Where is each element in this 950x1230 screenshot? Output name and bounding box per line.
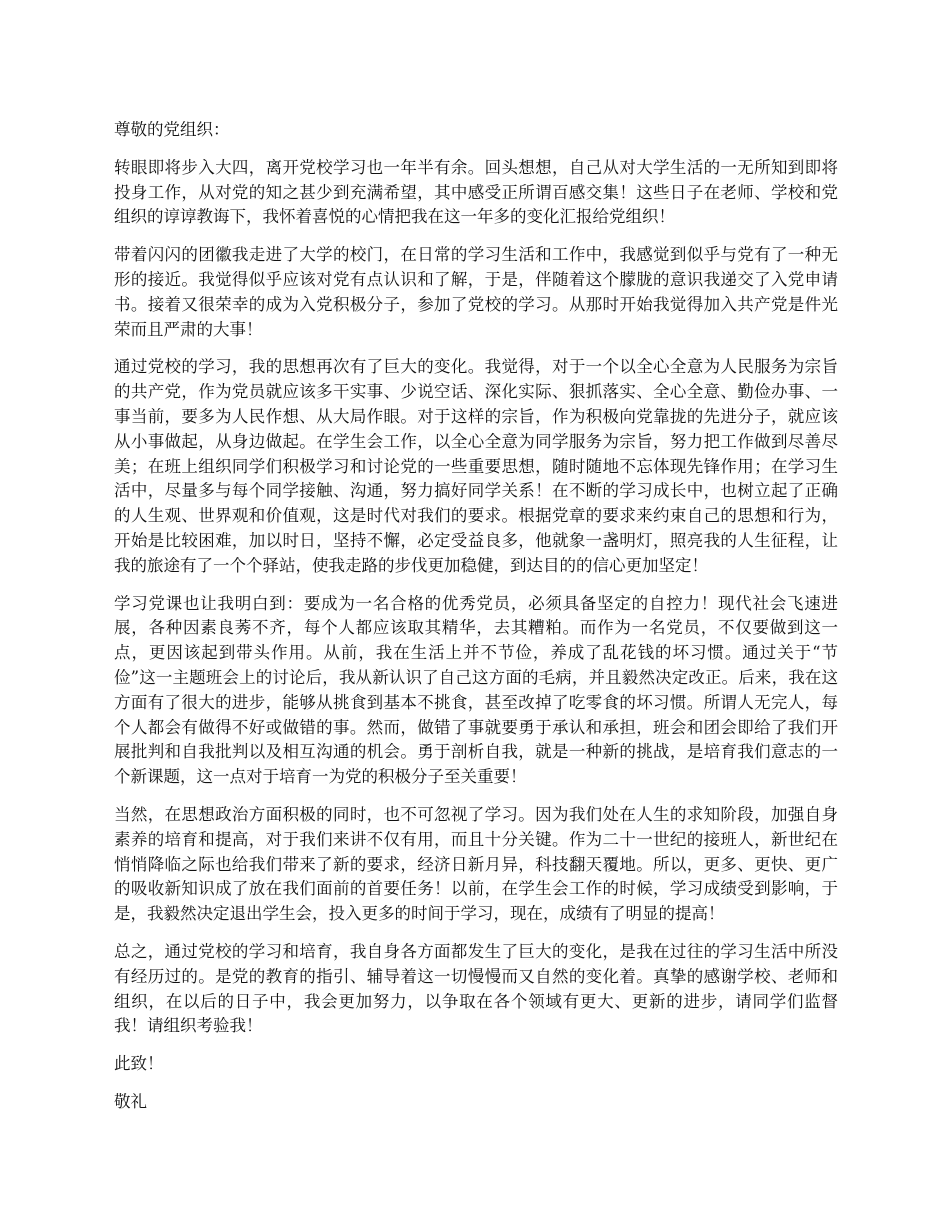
paragraph-6: 总之，通过党校的学习和培育，我自身各方面都发生了巨大的变化，是我在过往的学习生活中所没有经历过的。是党的教育的指引、辅导着这一切慢慢而又自然的变化着。真挚的感谢学校、老师和组织，在以后的日子中，我会更加努力，以争取在各个领域有更大、更新的进步，请同学们监督我！请组织考验我！: [114, 941, 838, 1036]
paragraph-1: 转眼即将步入大四，离开党校学习也一年半有余。回头想想，自己从对大学生活的一无所知到即将投身工作，从对党的知之甚少到充满希望，其中感受正所谓百感交集！这些日子在老师、学校和党组织的谆谆教诲下，我怀着喜悦的心情把我在这一年多的变化汇报给党组织！: [114, 157, 838, 227]
paragraph-4: 学习党课也让我明白到：要成为一名合格的优秀党员，必须具备坚定的自控力！现代社会飞速进展，各种因素良莠不齐，每个人都应该取其精华，去其糟粕。而作为一名党员，不仅要做到这一点，更因该起到带头作用。从前，我在生活上并不节俭，养成了乱花钱的坏习惯。通过关于“节俭”这一主题班会上的讨论后，我从新认识了自己这方面的毛病，并且毅然决定改正。后来，我在这方面有了很大的进步，能够从挑食到基本不挑食，甚至改掉了吃零食的坏习惯。所谓人无完人，每个人都会有做得不好或做错的事。然而，做错了事就要勇于承认和承担，班会和团会即给了我们开展批判和自我批判以及相互沟通的机会。勇于剖析自我，就是一种新的挑战，是培育我们意志的一个新课题，这一点对于培育一为党的积极分子至关重要！: [114, 593, 838, 787]
paragraph-2: 带着闪闪的团徽我走进了大学的校门，在日常的学习生活和工作中，我感觉到似乎与党有了一种无形的接近。我觉得似乎应该对党有点认识和了解，于是，伴随着这个朦胧的意识我递交了入党申请书。接着又很荣幸的成为入党积极分子，参加了党校的学习。从那时开始我觉得加入共产党是件光荣而且严肃的大事！: [114, 245, 838, 339]
salutation: 尊敬的党组织：: [114, 120, 230, 139]
paragraph-3: 通过党校的学习，我的思想再次有了巨大的变化。我觉得，对于一个以全心全意为人民服务为宗旨的共产党，作为党员就应该多干实事、少说空话、深化实际、狠抓落实、全心全意、勤俭办事、一事当前，要多为人民作想、从大局作眼。对于这样的宗旨，作为积极向党靠拢的先进分子，就应该从小事做起，从身边做起。在学生会工作，以全心全意为同学服务为宗旨，努力把工作做到尽善尽美；在班上组织同学们积极学习和讨论党的一些重要思想，随时随地不忘体现先锋作用；在学习生活中，尽量多与每个同学接触、沟通，努力搞好同学关系！在不断的学习成长中，也树立起了正确的人生观、世界观和价值观，这是时代对我们的要求。根据党章的要求来约束自己的思想和行为，开始是比较困难，加以时日，坚持不懈，必定受益良多，他就象一盏明灯，照亮我的人生征程，让我的旅途有了一个个驿站，使我走路的步伐更加稳健，到达目的的信心更加坚定！: [114, 357, 838, 575]
closing-salute: 敬礼: [114, 1091, 147, 1111]
closing-greeting: 此致！: [114, 1054, 164, 1074]
paragraph-5: 当然，在思想政治方面积极的同时，也不可忽视了学习。因为我们处在人生的求知阶段，加强自身素养的培育和提高，对于我们来讲不仅有用，而且十分关键。作为二十一世纪的接班人，新世纪在悄悄降临之际也给我们带来了新的要求，经济日新月异，科技翻天覆地。所以，更多、更快、更广的吸收新知识成了放在我们面前的首要任务！以前，在学生会工作的时候，学习成绩受到影响，于是，我毅然决定退出学生会，投入更多的时间于学习，现在，成绩有了明显的提高！: [114, 804, 838, 924]
letter-page: [114, 118, 838, 1128]
